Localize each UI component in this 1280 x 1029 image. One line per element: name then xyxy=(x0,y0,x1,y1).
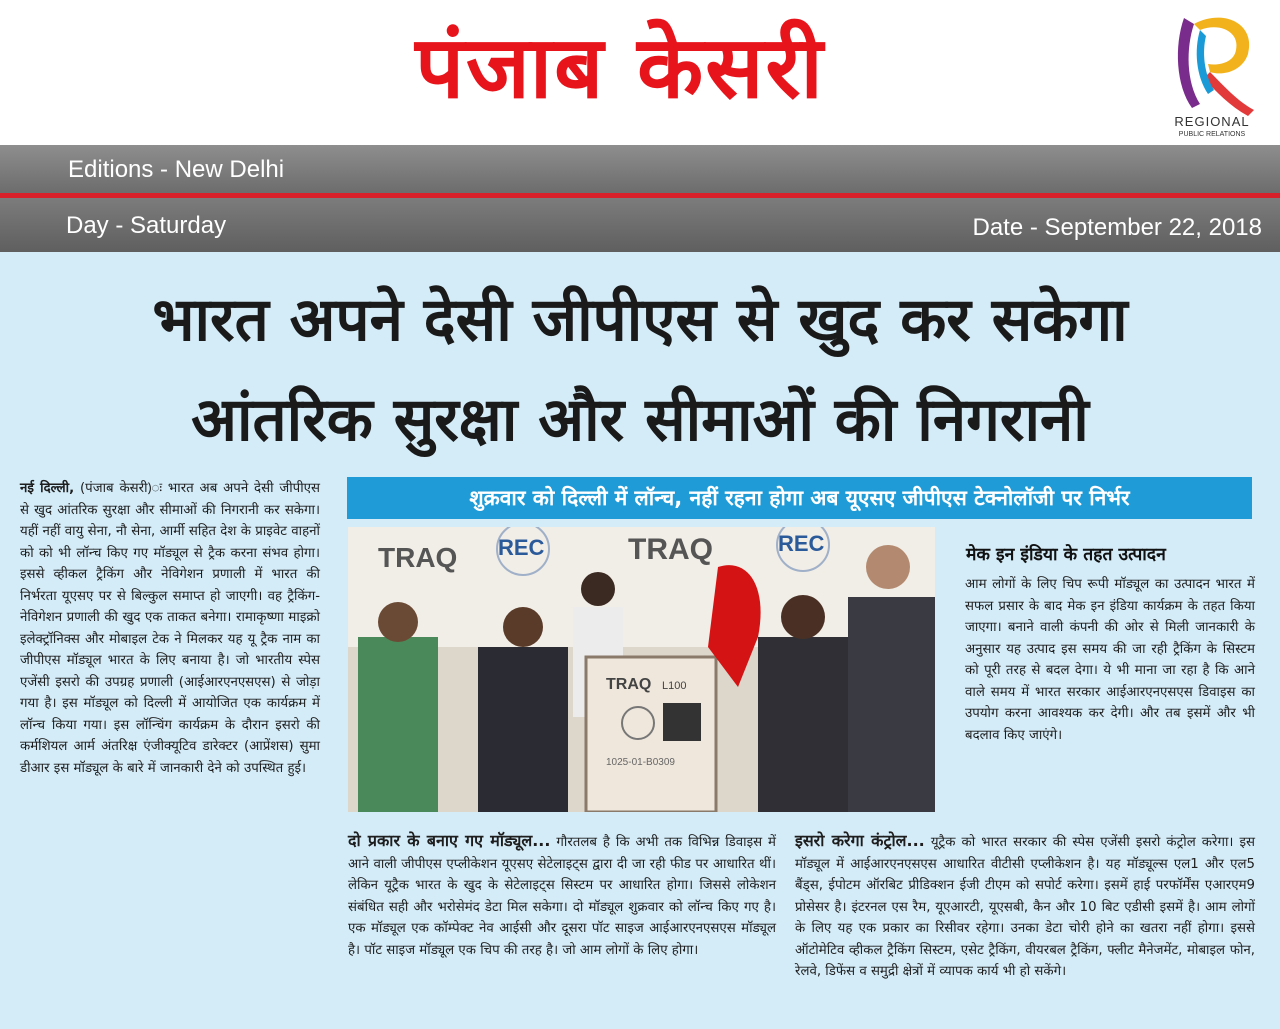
middle-column xyxy=(348,830,776,961)
board-model: L100 xyxy=(662,680,687,692)
masthead xyxy=(0,0,1280,145)
headline xyxy=(0,270,1280,470)
right-column-text: यूट्रैक को भारत सरकार की स्पेस एजेंसी इसरो कंट्रोल करेगा। इस मॉड्यूल में आईआरएनएसएस आधारित वीटीसी एप्लीकेशन है। यह मॉड्यूल्स एल1 और एल5 बैंड्स, ईपोटम ऑरबिट प्रीडिक्शन ईजी टीएम को सपोर्ट करेगा। इसमें हाई परफॉर्मेंस एआरएम9 प्रोसेसर है। इंटरनल एस रैम, यूएआरटी, यूएसबी, कैन और 10 बिट एडीसी इसमें है। आम लोगों के लिए यह एक प्रकार का रिसीवर रहेगा। उनका डेटा चोरी होने का खतरा नहीं होगा। इससे ऑटोमेटिव व्हीकल ट्रैकिंग सिस्टम, एसेट ट्रैकिंग, वीयरबल ट्रैकिंग, फ्लीट मैनेजमेंट, मोबाइल फोन, रेलवे, डिफेंस व समुद्री क्षेत्रों में व्यापक कार्य भी हो सकेंगे। xyxy=(795,835,1256,979)
launch-photo xyxy=(348,527,935,812)
side-heading: मेक इन इंडिया के तहत उत्पादन xyxy=(966,545,1166,565)
subheadline: शुक्रवार को दिल्ली में लॉन्च, नहीं रहना होगा अब यूएसए जीपीएस टेक्नोलॉजी पर निर्भर xyxy=(347,477,1252,519)
side-column: आम लोगों के लिए चिप रूपी मॉड्यूल का उत्पादन भारत में सफल प्रसार के बाद मेक इन इंडिया कार्यक्रम के तहत किया जाएगा। बनाने वाली कंपनी की ओर से मिली जानकारी के अनुसार यह उत्पाद इस समय की जा रही ट्रैकिंग के सिस्टम को पूरी तरह से बदल देगा। ये भी माना जा रहा है कि आने वाले समय में भारत सरकार आईआरएनएसएस डिवाइस का उपयोग करना आवश्यक कर देगी। और तब इसमें और भी बदलाव किए जाएंगे। xyxy=(965,577,1255,743)
banner-traq-2: TRAQ xyxy=(628,533,713,566)
dateline: नई दिल्ली, xyxy=(20,481,75,496)
logo-subtext: PUBLIC RELATIONS xyxy=(1178,131,1246,138)
board-logo: TRAQ xyxy=(606,676,652,693)
right-column xyxy=(795,830,1255,983)
middle-column-heading: दो प्रकार के बनाए गए मॉड्यूल... xyxy=(348,831,551,850)
banner-traq-1: TRAQ xyxy=(378,542,458,573)
edition-bar xyxy=(0,145,1280,195)
edition-label: Editions - New Delhi xyxy=(68,156,285,183)
headline-line-1: भारत अपने देसी जीपीएस से खुद कर सकेगा xyxy=(152,285,1128,355)
left-column xyxy=(20,478,320,779)
right-column-heading: इसरो करेगा कंट्रोल... xyxy=(795,831,925,850)
headline-line-2: आंतरिक सुरक्षा और सीमाओं की निगरानी xyxy=(191,385,1089,455)
day-label: Day - Saturday xyxy=(66,212,227,239)
launch-photo-image xyxy=(348,527,935,812)
board-code: 1025-01-B0309 xyxy=(606,757,675,768)
date-bar xyxy=(0,198,1280,252)
date-label: Date - September 22, 2018 xyxy=(972,214,1262,241)
logo-text: REGIONAL xyxy=(1174,114,1250,129)
banner-rec-2: REC xyxy=(778,531,825,556)
middle-column-text: गौरतलब है कि अभी तक विभिन्न डिवाइस में आने वाली जीपीएस एप्लीकेशन यूएसए सेटेलाइट्स द्वारा दी जा रही फीड पर आधारित थीं। लेकिन यूट्रैक भारत के खुद के सेटेलाइट्स सिस्टम पर आधारित होगा। जिससे लोकेशन संबंधित सही और भरोसेमंद डेटा मिल सकेगा। दो मॉड्यूल शुक्रवार को लॉन्च किए गए है। एक मॉड्यूल एक कॉम्पेक्ट नेव आईसी और दूसरा पॉट साइज आईआरएनएसएस मॉड्यूल है। पॉट साइज मॉड्यूल एक चिप की तरह है। जो आम लोगों के लिए होगा। xyxy=(348,835,777,958)
left-column-text: (पंजाब केसरी)ः भारत अब अपने देसी जीपीएस से खुद आंतरिक सुरक्षा और सीमाओं की निगरानी कर सकेगा। यहीं नहीं वायु सेना, नौ सेना, आर्मी सहित देश के प्राइवेट वाहनों को को भी लॉन्च किए गए मॉड्यूल से ट्रैक करना संभव होगा। इससे व्हीकल ट्रैकिंग और नेविगेशन प्रणाली में भारत की निर्भरता यूएसए पर से बिल्कुल समाप्त हो जाएगी। वह ट्रैकिंग-नेविगेशन प्रणाली की खुद एक ताकत बनेगा। रामाकृष्णा माइक्रो इलेक्ट्रॉनिक्स और मोबाइल टेक ने मिलकर यह यू ट्रैक नाम का जीपीएस मॉड्यूल भारत के लिए बनाया है। जो भारतीय स्पेस एजेंसी इसरो की उपग्रह प्रणाली (आईआरएनएसएस) से जोड़ा गया है। इस मॉड्यूल को दिल्ली में आयोजित एक कार्यक्रम में लॉन्च किया गया। इस लॉन्चिंग कार्यक्रम के दौरान इसरो की कर्मशियल आर्म अंतरिक्ष एंजीक्यूटिव डारेक्टर (आप्रेंशस) सुमा डीआर इस मॉड्यूल के बारे में जानकारी देने को उपस्थित हुई। xyxy=(20,481,320,776)
banner-rec-1: REC xyxy=(498,535,545,560)
newspaper-name: पंजाब केसरी xyxy=(415,18,825,118)
